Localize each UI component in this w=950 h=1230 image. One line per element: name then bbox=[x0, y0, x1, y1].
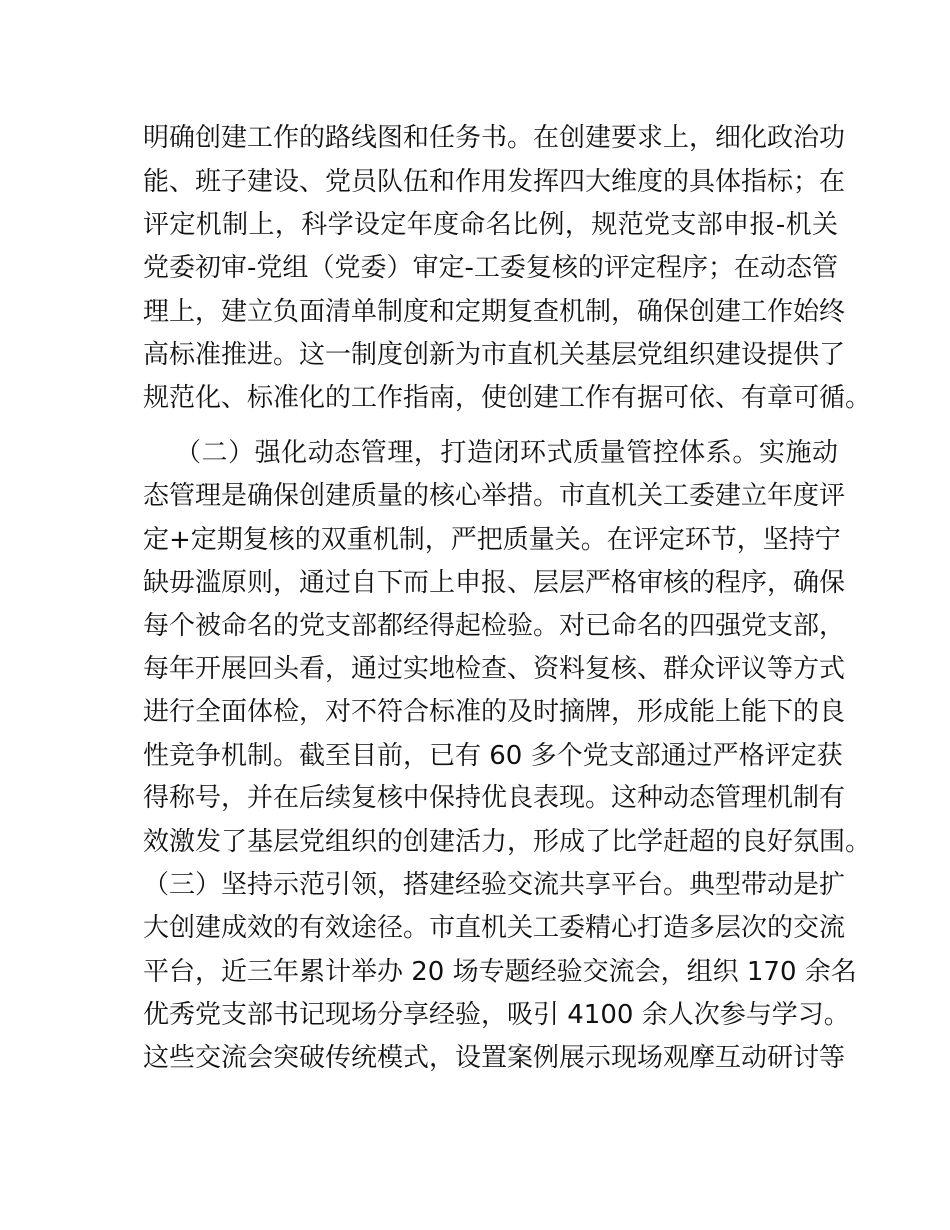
text-line: 进行全面体检，对不符合标准的及时摘牌，形成能上能下的良 bbox=[143, 697, 846, 727]
text-line: 党委初审-党组（党委）审定-工委复核的评定程序；在动态管 bbox=[143, 253, 838, 283]
text-line: 高标准推进。这一制度创新为市直机关基层党组织建设提供了 bbox=[143, 340, 846, 370]
text-line: 能、班子建设、党员队伍和作用发挥四大维度的具体指标；在 bbox=[143, 167, 846, 197]
text-line: 定+定期复核的双重机制，严把质量关。在评定环节，坚持宁 bbox=[143, 525, 841, 555]
section-heading-3: （三）坚持示范引领，搭建经验交流共享平台。典型带动是扩 bbox=[143, 870, 846, 900]
text-line: 得称号，并在后续复核中保持优良表现。这种动态管理机制有 bbox=[143, 783, 846, 813]
text-line: 优秀党支部书记现场分享经验，吸引 4100 余人次参与学习。 bbox=[143, 1000, 850, 1030]
text-line: 规范化、标准化的工作指南，使创建工作有据可依、有章可循。 bbox=[143, 383, 872, 413]
text-line: 理上，建立负面清单制度和定期复查机制，确保创建工作始终 bbox=[143, 297, 846, 327]
text-line: 这些交流会突破传统模式，设置案例展示现场观摩互动研讨等 bbox=[143, 1043, 846, 1073]
section-heading-2: （二）强化动态管理，打造闭环式质量管控体系。实施动 bbox=[175, 438, 838, 468]
text-line: 评定机制上，科学设定年度命名比例，规范党支部申报-机关 bbox=[143, 210, 838, 240]
text-line: 态管理是确保创建质量的核心举措。市直机关工委建立年度评 bbox=[143, 481, 846, 511]
text-line: 性竞争机制。截至目前，已有 60 多个党支部通过严格评定获 bbox=[143, 741, 843, 771]
text-line: 平台，近三年累计举办 20 场专题经验交流会，组织 170 余名 bbox=[143, 957, 857, 987]
text-line: 每年开展回头看，通过实地检查、资料复核、群众评议等方式 bbox=[143, 654, 846, 684]
text-line: 明确创建工作的路线图和任务书。在创建要求上，细化政治功 bbox=[143, 123, 846, 153]
text-line: 每个被命名的党支部都经得起检验。对已命名的四强党支部， bbox=[143, 611, 846, 641]
text-line: 大创建成效的有效途径。市直机关工委精心打造多层次的交流 bbox=[143, 913, 846, 943]
text-line: 缺毋滥原则，通过自下而上申报、层层严格审核的程序，确保 bbox=[143, 568, 846, 598]
text-line: 效激发了基层党组织的创建活力，形成了比学赶超的良好氛围。 bbox=[143, 827, 872, 857]
